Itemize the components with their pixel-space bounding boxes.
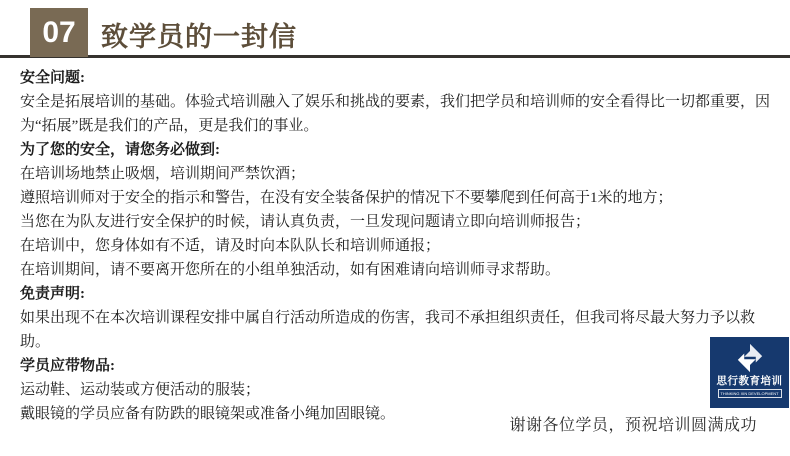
rule-line: 在培训场地禁止吸烟，培训期间严禁饮酒； [20,166,306,182]
section-heading: 免责声明: [20,286,85,302]
section-heading: 为了您的安全，请您务必做到: [20,142,220,158]
company-logo-tagline: THINKING XIN DEVELOPMENT [718,389,782,398]
item-line: 运动鞋、运动装或方便活动的服装； [20,382,261,398]
rule-line: 在培训中，您身体如有不适，请及时向本队队长和培训师通报； [20,238,441,254]
company-logo [710,337,789,408]
section-number-badge: 07 [30,8,88,57]
closing-thanks-text: 谢谢各位学员，预祝培训圆满成功 [509,417,757,434]
rule-line: 当您在为队友进行安全保护的时候，请认真负责，一旦发现问题请立即向培训师报告； [20,214,591,230]
rule-line: 在培训期间，请不要离开您所在的小组单独活动，如有困难请向培训师寻求帮助。 [20,262,561,278]
section-safety-rules [20,138,772,282]
section-heading: 安全问题: [20,70,85,86]
section-heading: 学员应带物品: [20,358,115,374]
diamond-s-logo-icon [734,342,766,374]
company-logo-name: 思行教育培训 [716,375,783,387]
letter-body [20,66,772,426]
section-safety-issue [20,66,772,138]
disclaimer-line: 如果出现不在本次培训课程安排中属自行活动所造成的伤害，我司不承担组织责任，但我司将尽最大努力予以救助。 [20,310,756,350]
rule-line: 遵照培训师对于安全的指示和警告，在没有安全装备保护的情况下不要攀爬到任何高于1米的地方； [20,190,673,206]
header-divider [0,55,790,58]
section-paragraph: 安全是拓展培训的基础。体验式培训融入了娱乐和挑战的要素，我们把学员和培训师的安全看得比一切都重要，因为“拓展”既是我们的产品，更是我们的事业。 [20,94,771,134]
section-disclaimer [20,282,772,354]
page-title: 致学员的一封信 [101,22,297,52]
item-line: 戴眼镜的学员应备有防跌的眼镜架或准备小绳加固眼镜。 [20,406,396,422]
